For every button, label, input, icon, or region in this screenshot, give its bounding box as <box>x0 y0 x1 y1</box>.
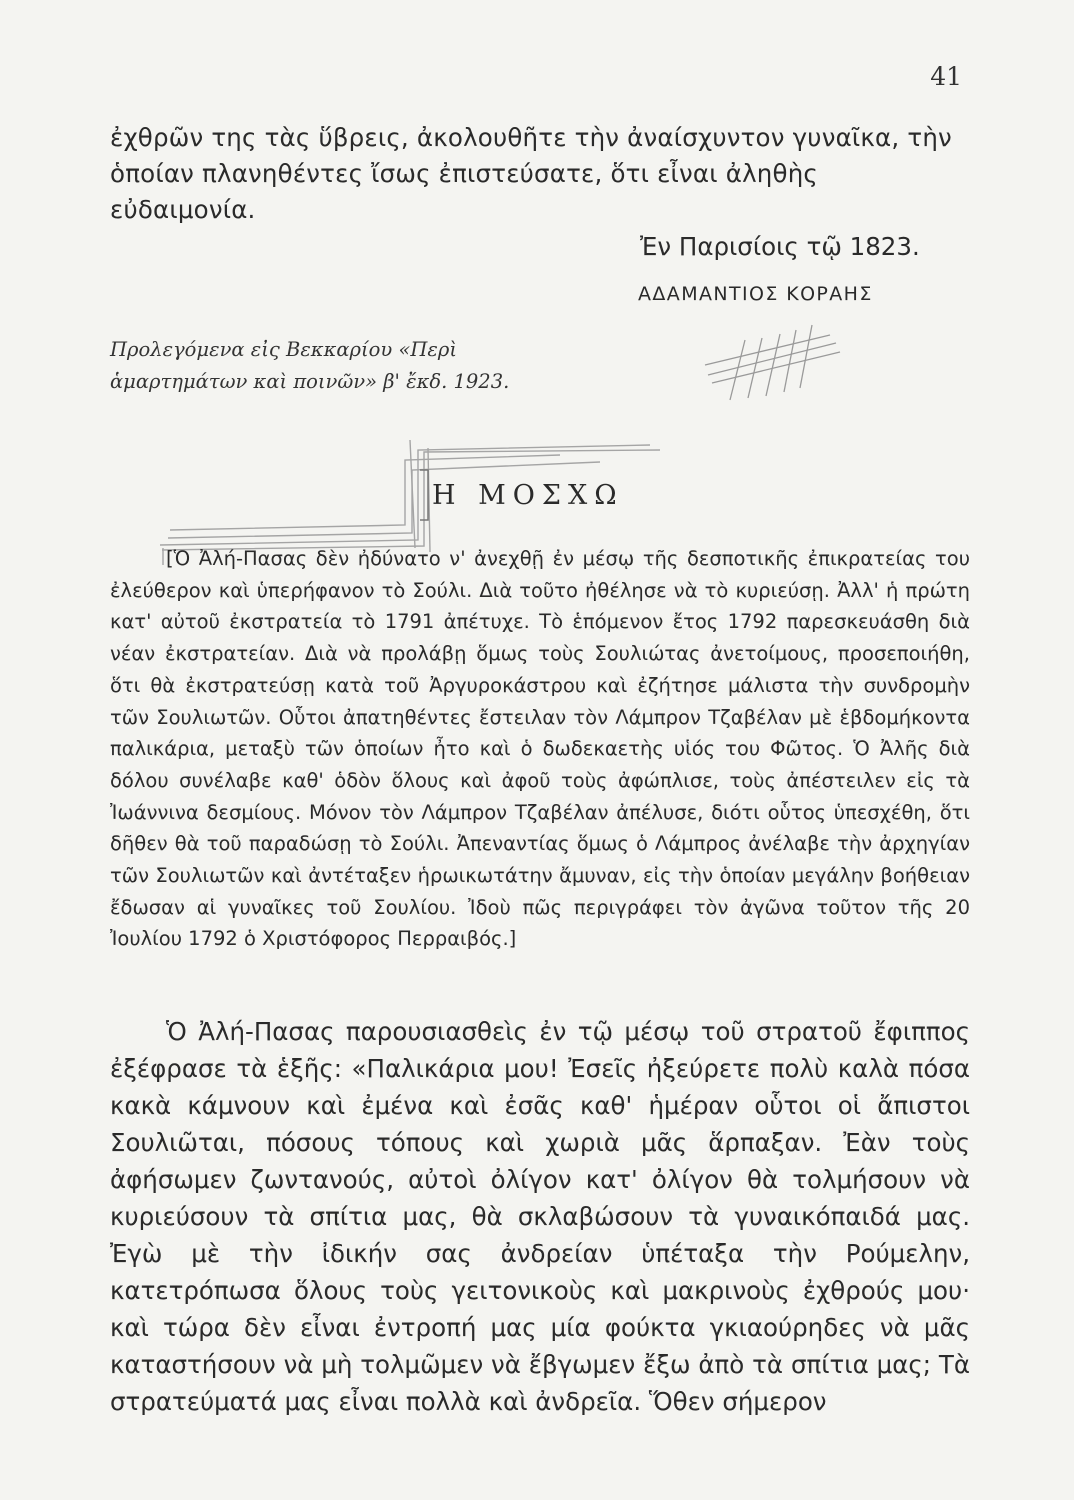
historical-note-text: Ὁ Ἀλή-Πασας δὲν ἠδύνατο ν' ἀνεχθῇ ἐν μέσῳ τῆς δεσποτικῆς ἐπικρατείας του ἐλεύθερον καὶ ὑπερήφανον τὸ Σούλι. Διὰ τοῦτο ἠθέλησε νὰ τὸ κυριεύσῃ. Ἀλλ' ἡ πρώτη κατ' αὐτοῦ ἐκστρατεία τὸ 1791 ἀπέτυχε. Τὸ ἑπόμενον ἔτος 1792 παρεσκευάσθη διὰ νέαν ἐκστρατείαν. Διὰ νὰ προλάβῃ ὅμως τοὺς Σουλιώτας ἀνετοίμους, προσεποιήθη, ὅτι θὰ ἐκστρατεύσῃ κατὰ τοῦ Ἀργυροκάστρου καὶ ἐζήτησε μάλιστα τὴν συνδρομὴν τῶν Σουλιωτῶν. Οὗτοι ἀπατηθέντες ἔστειλαν τὸν Λάμπρον Τζαβέλαν μὲ ἑβδομήκοντα παλικάρια, μεταξὺ τῶν ὁποίων ἦτο καὶ ὁ δωδεκαετὴς υἱός του Φῶτος. Ὁ Ἀλῆς διὰ δόλου συνέλαβε καθ' ὁδὸν ὅλους καὶ ἀφοῦ τοὺς ἀφώπλισε, τοὺς ἀπέστειλεν εἰς τὰ Ἰωάννινα δεσμίους. Μόνον τὸν Λάμπρον Τζαβέλαν ἀπέλυσε, διότι οὗτος ὑπεσχέθη, ὅτι δῆθεν θὰ τοῦ παραδώσῃ τὸ Σούλι. Ἀπεναντίας ὅμως ὁ Λάμπρος ἀνέλαβε τὴν ἀρχηγίαν τῶν Σουλιωτῶν καὶ ἀντέταξεν ἡρωικωτάτην ἄμυναν, εἰς τὴν ὁποίαν μεγάλην βοήθειαν ἔδωσαν αἱ γυναῖκες τοῦ Σουλίου. Ἰδοὺ πῶς περιγράφει τὸν ἀγῶνα τοῦτον τῆς 20 Ἰουλίου 1792 ὁ Χριστόφορος Περραιβός. <box>110 547 970 951</box>
source-line-1: Προλεγόμενα εἰς Βεκκαρίου «Περὶ <box>110 338 457 361</box>
hash-scribble <box>705 325 840 400</box>
source-line-2: ἁμαρτημάτων καὶ ποινῶν» β' ἔκδ. 1923. <box>110 370 510 393</box>
page-number: 41 <box>930 62 962 91</box>
main-paragraph: Ὁ Ἀλή-Πασας παρουσιασθεὶς ἐν τῷ μέσῳ τοῦ στρατοῦ ἔφιππος ἐξέφρασε τὰ ἑξῆς: «Παλικάρια μου! Ἐσεῖς ἠξεύρετε πολὺ καλὰ πόσα κακὰ κάμνουν καὶ ἐμένα καὶ ἐσᾶς καθ' ἡμέραν οὗτοι οἱ ἄπιστοι Σουλιῶται, πόσους τόπους καὶ χωριὰ μᾶς ἅρπαξαν. Ἐὰν τοὺς ἀφήσωμεν ζωντανούς, αὐτοὶ ὀλίγον κατ' ὀλίγον θὰ τολμήσουν νὰ κυριεύσουν τὰ σπίτια μας, θὰ σκλαβώσουν τὰ γυναικόπαιδά μας. Ἐγὼ μὲ τὴν ἰδικήν σας ἀνδρείαν ὑπέταξα τὴν Ρούμελην, κατετρόπωσα ὅλους τοὺς γειτονικοὺς καὶ μακρινοὺς ἐχθρούς μου· καὶ τώρα δὲν εἶναι ἐντροπή μας μία φούκτα γκιαούρηδες νὰ μᾶς καταστήσουν νὰ μὴ τολμῶμεν νὰ ἔβγωμεν ἔξω ἀπὸ τὰ σπίτια μας; Τὰ στρατεύματά μας εἶναι πολλὰ καὶ ἀνδρεῖα. Ὅθεν σήμερον <box>110 1017 970 1416</box>
section-title: Η ΜΟΣΧΩ <box>432 480 624 511</box>
dateline: Ἐν Παρισίοις τῷ 1823. <box>640 232 920 261</box>
bracket-open: [ <box>166 547 174 570</box>
bracket-close: ] <box>508 927 517 951</box>
historical-note-paragraph <box>110 543 970 955</box>
top-paragraph: ἐχθρῶν της τὰς ὕβρεις, ἀκολουθῆτε τὴν ἀναίσχυντον γυναῖκα, τὴν ὁποίαν πλανηθέντες ἴσως ἐπιστεύσατε, ὅτι εἶναι ἀληθὴς εὐδαιμονία. <box>110 123 952 224</box>
author-signature: ΑΔΑΜΑΝΤΙΟΣ ΚΟΡΑΗΣ <box>638 283 873 305</box>
